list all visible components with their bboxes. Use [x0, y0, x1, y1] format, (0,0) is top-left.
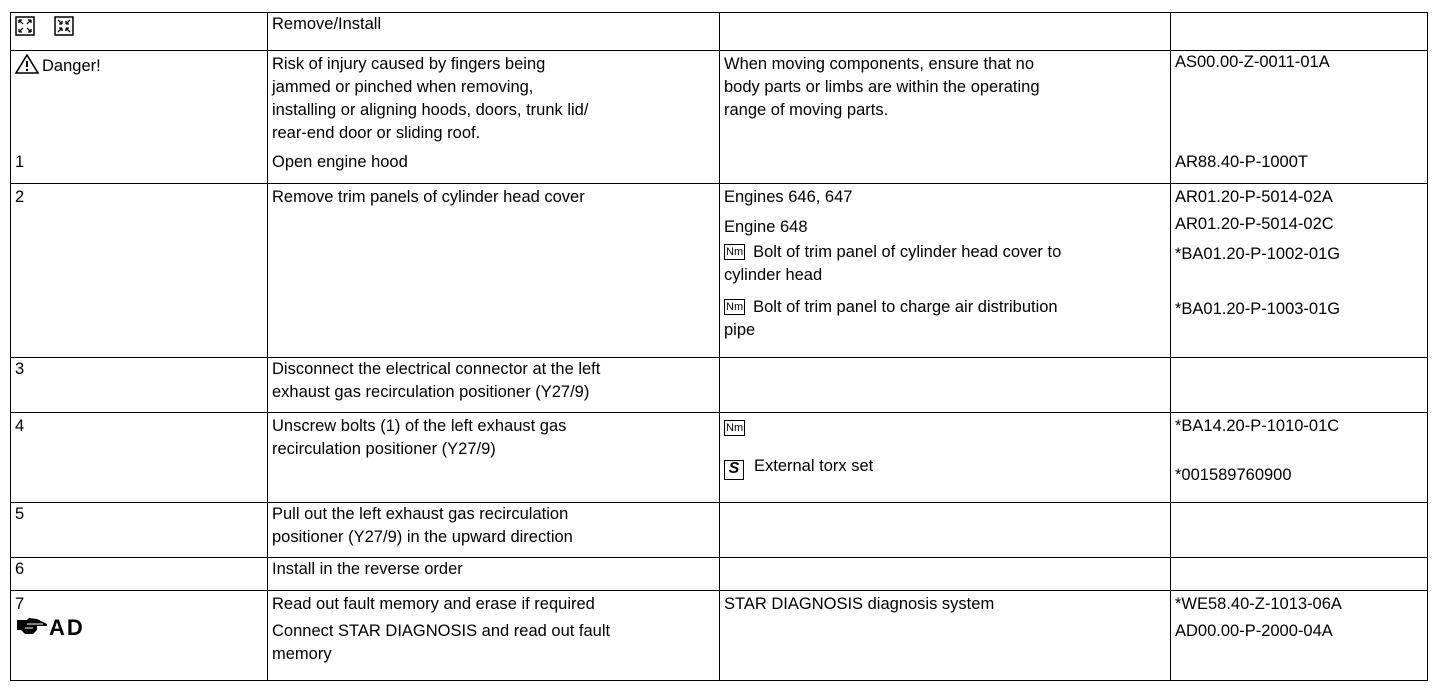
- torque-line: [724, 417, 1166, 440]
- step-text: Disconnect the electrical connector at the left: [272, 360, 601, 378]
- reference-link[interactable]: *001589760900: [1175, 466, 1292, 484]
- reference-link[interactable]: *BA01.20-P-1002-01G: [1175, 245, 1341, 263]
- step-text: Open engine hood: [272, 153, 408, 171]
- header-empty-cell: [1171, 13, 1428, 51]
- step-text: Remove trim panels of cylinder head cover: [272, 188, 585, 206]
- step-text: Read out fault memory and erase if required: [272, 595, 595, 613]
- reference-link[interactable]: AS00.00-Z-0011-01A: [1175, 53, 1330, 71]
- note-line: Engine 648: [724, 218, 808, 236]
- risk-line: jammed or pinched when removing,: [272, 78, 534, 96]
- step-number: 7: [15, 595, 25, 613]
- ad-label: AD: [49, 615, 85, 640]
- step-text: exhaust gas recirculation positioner (Y27/9): [272, 383, 590, 401]
- torque-line: Nm Bolt of trim panel to charge air distribution: [726, 298, 1058, 316]
- step-number: 5: [15, 505, 25, 523]
- reference-link[interactable]: *WE58.40-Z-1013-06A: [1175, 595, 1342, 613]
- step-text: Install in the reverse order: [272, 560, 463, 578]
- danger-heading: [15, 54, 263, 78]
- torque-line: cylinder head: [724, 266, 823, 284]
- pointing-hand-icon: [15, 616, 49, 638]
- danger-label-cell: [11, 51, 268, 184]
- step-number: 2: [15, 188, 25, 206]
- header-icons-cell: [11, 13, 268, 51]
- reference-link[interactable]: AR01.20-P-5014-02A: [1175, 188, 1333, 206]
- step-row-2: [11, 184, 1428, 358]
- reference-link[interactable]: AD00.00-P-2000-04A: [1175, 622, 1333, 640]
- collapse-icon[interactable]: [54, 16, 74, 36]
- step-row-5: [11, 503, 1428, 558]
- step-number: 4: [15, 417, 25, 435]
- torque-icon: Nm: [726, 422, 744, 434]
- step-number: 1: [15, 153, 25, 171]
- reference-link[interactable]: AR01.20-P-5014-02C: [1175, 215, 1334, 233]
- note-line: When moving components, ensure that no: [724, 55, 1035, 73]
- torque-icon: Nm: [726, 301, 744, 313]
- torque-line: Nm Bolt of trim panel of cylinder head cover to: [726, 243, 1062, 261]
- danger-risk-cell: [268, 51, 720, 184]
- torque-icon: Nm: [726, 246, 744, 258]
- step-text: Unscrew bolts (1) of the left exhaust gas: [272, 417, 567, 435]
- step-text: recirculation positioner (Y27/9): [272, 440, 496, 458]
- page-title: Remove/Install: [272, 15, 382, 33]
- ad-marker: [15, 616, 263, 642]
- danger-note-cell: [720, 51, 1171, 184]
- reference-link[interactable]: AR88.40-P-1000T: [1175, 153, 1308, 171]
- header-title: [268, 13, 720, 51]
- risk-line: Risk of injury caused by fingers being: [272, 55, 546, 73]
- tool-line: S External torx set: [724, 455, 1166, 480]
- warning-triangle-icon: [15, 54, 39, 74]
- step-number: 6: [15, 560, 25, 578]
- torx-tool-icon: S: [724, 460, 744, 480]
- header-row: [11, 13, 1428, 51]
- procedure-table: [10, 12, 1428, 681]
- note-line: body parts or limbs are within the operating: [724, 78, 1040, 96]
- torque-line: pipe: [724, 321, 756, 339]
- risk-line: installing or aligning hoods, doors, trunk lid/: [272, 101, 589, 119]
- step-row-4: [11, 413, 1428, 503]
- note-line: STAR DIAGNOSIS diagnosis system: [724, 595, 995, 613]
- step-row-7: [11, 591, 1428, 681]
- danger-label: Danger!: [42, 57, 101, 75]
- step-subtext: memory: [272, 645, 332, 663]
- step-subtext: Connect STAR DIAGNOSIS and read out fault: [272, 622, 611, 640]
- reference-link[interactable]: *BA14.20-P-1010-01C: [1175, 417, 1340, 435]
- reference-link[interactable]: *BA01.20-P-1003-01G: [1175, 300, 1341, 318]
- step-row-3: [11, 358, 1428, 413]
- expand-icon[interactable]: [15, 16, 35, 36]
- risk-line: rear-end door or sliding roof.: [272, 124, 481, 142]
- step-text: positioner (Y27/9) in the upward direction: [272, 528, 573, 546]
- note-line: range of moving parts.: [724, 101, 889, 119]
- header-empty-cell: [720, 13, 1171, 51]
- step-text: Pull out the left exhaust gas recirculation: [272, 505, 569, 523]
- danger-ref-cell: [1171, 51, 1428, 184]
- step-row-6: [11, 558, 1428, 591]
- danger-row: [11, 51, 1428, 184]
- step-number: 3: [15, 360, 25, 378]
- note-line: Engines 646, 647: [724, 188, 853, 206]
